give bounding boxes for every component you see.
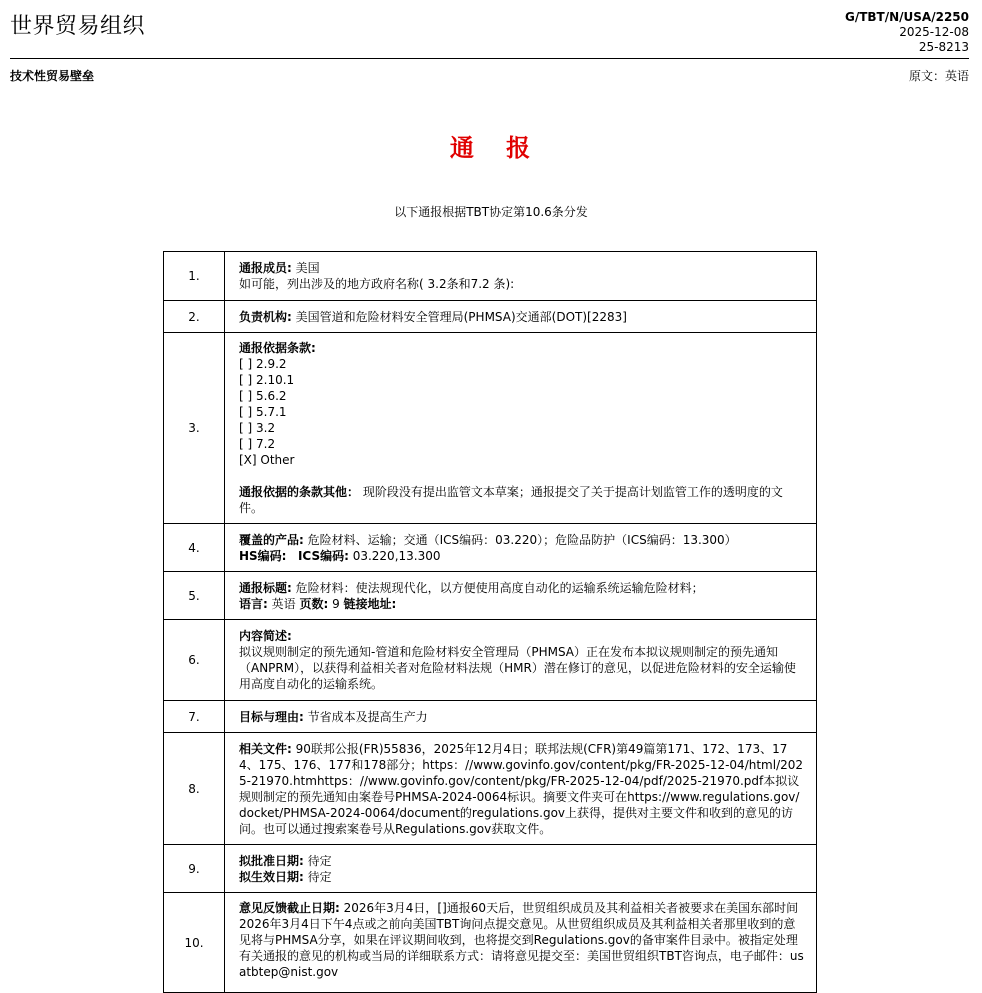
checkbox-option: [X] Other [239,453,295,467]
item-content [225,620,817,701]
item-value: 现阶段没有提出监管文本草案；通报提交了关于提高计划监管工作的透明度的文件。 [239,485,783,515]
item-content [225,845,817,893]
item-content [225,301,817,333]
item-label: 通报成员: [239,261,292,275]
item-label: 意见反馈截止日期: [239,901,340,915]
item-value: 9 [328,596,344,611]
item-note: 如可能，列出涉及的地方政府名称( 3.2条和7.2 条): [239,277,515,291]
item-label: 目标与理由: [239,709,304,724]
table-row [164,572,817,620]
item-value: 美国 [291,261,320,275]
item-label: 负责机构: [239,309,292,324]
item-value: 美国管道和危险材料安全管理局(PHMSA)交通部(DOT)[2283] [291,309,627,324]
item-label: 相关文件: [239,741,292,756]
document-date: 2025-12-08 [899,25,969,39]
item-content [225,701,817,733]
checkbox-option: [ ] 3.2 [239,421,276,435]
notification-table [163,251,817,993]
item-number: 10. [164,893,225,993]
notification-title: 通 报 [449,134,543,162]
org-title: 世界贸易组织 [10,14,146,39]
checkbox-option: [ ] 5.6.2 [239,389,287,403]
item-label: 链接地址: [343,596,397,611]
document-reference: 25-8213 [918,40,969,54]
table-row [164,701,817,733]
item-label: 拟生效日期: [239,869,304,884]
committee-subtitle: 技术性贸易壁垒 [10,69,95,83]
item-value: 03.220,13.300 [348,548,441,563]
item-label: 通报依据的条款其他： [239,485,360,499]
table-row [164,620,817,701]
item-number: 9. [164,845,225,893]
item-number: 8. [164,733,225,845]
item-label: HS编码: [239,548,287,563]
checkbox-option: [ ] 5.7.1 [239,405,287,419]
item-value: 拟议规则制定的预先通知-管道和危险材料安全管理局（PHMSA）正在发布本拟议规则制定的预先通知（ANPRM），以获得利益相关者对危险材料法规（HMR）潜在修订的意见，以促进危险材料的安全运输使用高度自动化的运输系统。 [239,645,796,691]
item-value: 2026年3月4日，[]通报60天后，世贸组织成员及其利益相关者被要求在美国东部时间2026年3月4日下午4点或之前向美国TBT询问点提交意见。从世贸组织成员及其利益相关者那里收到的意见将与PHMSA分享，如果在评议期间收到，也将提交到Regulations.gov的备审案件目录中。被指定处理有关通报的意见的机构或当局的详细联系方式：请将意见提交至：美国世贸组织TBT咨询点，电子邮件：usatbtep@nist.gov [239,901,804,979]
intro-text: 以下通报根据TBT协定第10.6条分发 [394,205,588,219]
item-label: 拟批准日期: [239,853,304,868]
item-value: 英语 [267,596,300,611]
table-row [164,845,817,893]
item-content [225,252,817,301]
item-label: 通报标题: [239,580,292,595]
item-number: 3. [164,333,225,524]
item-label: 内容简述: [239,629,292,643]
item-number: 6. [164,620,225,701]
checkbox-option: [ ] 7.2 [239,437,276,451]
document-meta [845,10,969,55]
item-value: 危险材料、运输；交通（ICS编码：03.220）；危险品防护（ICS编码：13.300） [303,532,737,547]
item-label: 语言: [239,596,268,611]
item-value: 节省成本及提高生产力 [303,709,428,724]
item-label: ICS编码: [297,548,349,563]
item-value: 待定 [303,853,332,868]
header-divider [10,58,969,59]
item-number: 2. [164,301,225,333]
table-row [164,733,817,845]
item-value: 90联邦公报(FR)55836，2025年12月4日；联邦法规(CFR)第49篇第171、172、173、174、175、176、177和178部分；https：//www.govinfo.gov/content/pkg/FR-2025-12-04/html/2025-21970.htmhttps：//www.govinfo.gov/content/pkg/FR-2025-12-04/pdf/2025-21970.pdf本拟议规则制定的预先通知由案卷号PHMSA-2024-0064标识。摘要文件夹可在https://www.regulations.gov/docket/PHMSA-2024-0064/document的regulations.gov上获得，提供对主要文件和收到的意见的访问。也可以通过搜索案卷号从Regulations.gov获取文件。 [239,741,804,836]
item-content [225,572,817,620]
checkbox-option: [ ] 2.9.2 [239,357,287,371]
item-value: 危险材料：使法规现代化，以方便使用高度自动化的运输系统运输危险材料； [291,580,704,595]
item-number: 4. [164,524,225,572]
item-content [225,733,817,845]
item-content [225,893,817,993]
item-content [225,524,817,572]
checkbox-option: [ ] 2.10.1 [239,373,295,387]
item-value: 待定 [303,869,332,884]
item-label: 通报依据条款: [239,341,316,355]
item-content [225,333,817,524]
item-number: 7. [164,701,225,733]
table-row [164,524,817,572]
item-number: 1. [164,252,225,301]
original-language: 原文：英语 [908,69,969,83]
table-row [164,252,817,301]
item-label: 覆盖的产品: [239,532,304,547]
item-label: 页数: [299,596,329,611]
table-row [164,893,817,993]
table-row [164,301,817,333]
item-number: 5. [164,572,225,620]
table-row [164,333,817,524]
document-symbol: G/TBT/N/USA/2250 [844,10,969,24]
